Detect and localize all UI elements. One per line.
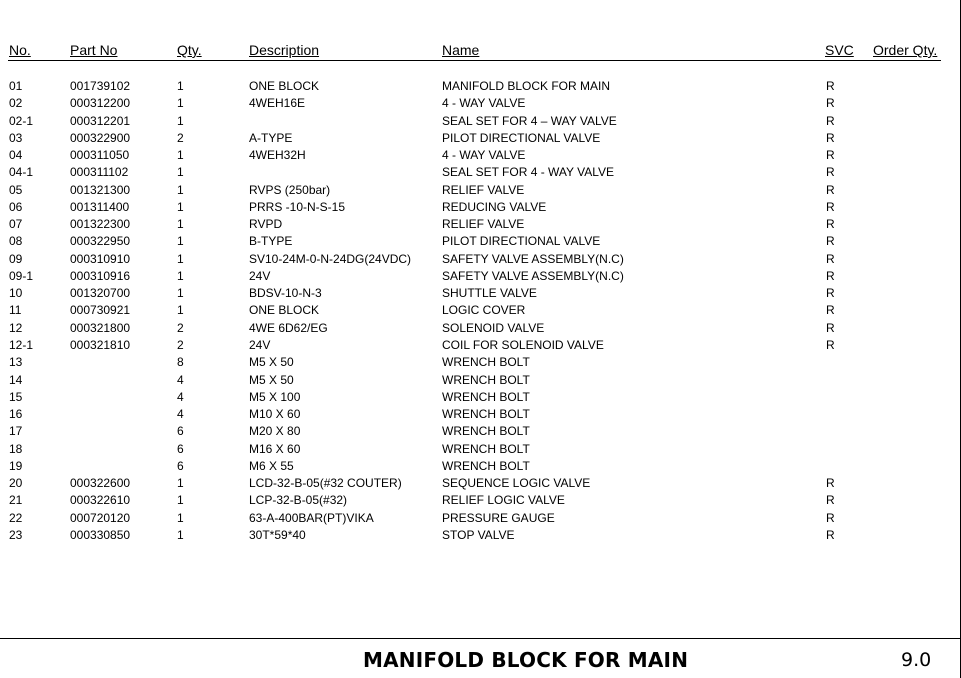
header-description: Description bbox=[249, 42, 320, 58]
cell-no: 01 bbox=[9, 79, 23, 93]
table-row bbox=[0, 320, 961, 337]
cell-description: M5 X 50 bbox=[249, 355, 294, 370]
cell-name: SHUTTLE VALVE bbox=[442, 286, 537, 301]
cell-name: SOLENOID VALVE bbox=[442, 320, 545, 335]
cell-name: STOP VALVE bbox=[442, 527, 515, 542]
cell-no: 12 bbox=[9, 320, 23, 335]
cell-part-no: 000322950 bbox=[70, 234, 131, 249]
cell-part-no: 000321800 bbox=[70, 320, 131, 335]
cell-qty: 8 bbox=[177, 355, 184, 370]
cell-part-no: 000730921 bbox=[70, 303, 131, 318]
table-row bbox=[0, 95, 961, 112]
footer-title: MANIFOLD BLOCK FOR MAIN bbox=[363, 648, 689, 672]
cell-part-no: 001311400 bbox=[70, 199, 130, 214]
table-row bbox=[0, 389, 961, 406]
cell-qty: 1 bbox=[177, 96, 184, 111]
header-no: No. bbox=[9, 42, 31, 58]
header-name: Name bbox=[442, 42, 480, 58]
cell-name: WRENCH BOLT bbox=[442, 441, 530, 456]
cell-part-no: 000311102 bbox=[70, 165, 129, 180]
cell-svc: R bbox=[826, 165, 835, 180]
cell-no: 13 bbox=[9, 355, 23, 370]
cell-part-no: 000312200 bbox=[70, 96, 131, 111]
cell-description: 24V bbox=[249, 268, 271, 283]
cell-part-no: 000322600 bbox=[70, 476, 131, 491]
cell-no: 10 bbox=[9, 286, 23, 301]
cell-no: 22 bbox=[9, 510, 23, 525]
cell-description: 4WE 6D62/EG bbox=[249, 320, 328, 335]
table-row bbox=[0, 216, 961, 233]
cell-no: 04-1 bbox=[9, 165, 34, 180]
cell-svc: R bbox=[826, 510, 835, 525]
table-row bbox=[0, 233, 961, 250]
cell-name: SEQUENCE LOGIC VALVE bbox=[442, 476, 591, 491]
cell-no: 16 bbox=[9, 407, 23, 422]
cell-description: LCD-32-B-05(#32 COUTER) bbox=[249, 476, 402, 491]
cell-part-no: 000311050 bbox=[70, 148, 130, 163]
cell-svc: R bbox=[826, 527, 835, 542]
table-row bbox=[0, 423, 961, 440]
cell-part-no: 001320700 bbox=[70, 286, 131, 301]
cell-qty: 1 bbox=[177, 476, 184, 491]
cell-name: WRENCH BOLT bbox=[442, 372, 530, 387]
cell-qty: 1 bbox=[177, 251, 184, 266]
cell-no: 23 bbox=[9, 527, 23, 542]
table-row bbox=[0, 475, 961, 492]
cell-no: 17 bbox=[9, 424, 23, 439]
table-row bbox=[0, 268, 961, 285]
cell-name: MANIFOLD BLOCK FOR MAIN bbox=[442, 79, 611, 93]
cell-description: SV10-24M-0-N-24DG(24VDC) bbox=[249, 251, 412, 266]
cell-part-no: 000322900 bbox=[70, 130, 131, 145]
cell-qty: 2 bbox=[177, 337, 184, 352]
cell-qty: 1 bbox=[177, 303, 184, 318]
cell-svc: R bbox=[826, 268, 835, 283]
cell-description: RVPD bbox=[249, 217, 283, 232]
cell-name: WRENCH BOLT bbox=[442, 389, 530, 404]
cell-description: M6 X 55 bbox=[249, 458, 294, 473]
cell-no: 05 bbox=[9, 182, 23, 197]
cell-name: SEAL SET FOR 4 – WAY VALVE bbox=[442, 113, 617, 128]
cell-description: BDSV-10-N-3 bbox=[249, 286, 322, 301]
cell-no: 20 bbox=[9, 476, 23, 491]
cell-description: 63-A-400BAR(PT)VIKA bbox=[249, 510, 374, 525]
cell-name: SAFETY VALVE ASSEMBLY(N.C) bbox=[442, 268, 624, 283]
cell-no: 11 bbox=[9, 303, 22, 318]
cell-name: RELIEF LOGIC VALVE bbox=[442, 493, 565, 508]
cell-no: 02 bbox=[9, 96, 23, 111]
cell-part-no: 000310910 bbox=[70, 251, 131, 266]
table-row bbox=[0, 510, 961, 527]
cell-name: REDUCING VALVE bbox=[442, 199, 547, 214]
cell-qty: 1 bbox=[177, 217, 184, 232]
cell-name: WRENCH BOLT bbox=[442, 407, 530, 422]
table-row bbox=[0, 251, 961, 268]
table-row bbox=[0, 527, 961, 544]
cell-description: PRRS -10-N-S-15 bbox=[249, 199, 346, 214]
cell-qty: 1 bbox=[177, 165, 184, 180]
cell-name: COIL FOR SOLENOID VALVE bbox=[442, 337, 604, 352]
table-row bbox=[0, 113, 961, 130]
header-qty: Qty. bbox=[177, 42, 202, 58]
cell-qty: 1 bbox=[177, 286, 184, 301]
cell-description: M16 X 60 bbox=[249, 441, 301, 456]
cell-svc: R bbox=[826, 148, 835, 163]
cell-description: M20 X 80 bbox=[249, 424, 301, 439]
header-order-qty: Order Qty. bbox=[873, 42, 938, 58]
cell-name: RELIEF VALVE bbox=[442, 217, 525, 232]
cell-no: 07 bbox=[9, 217, 23, 232]
cell-no: 18 bbox=[9, 441, 23, 456]
cell-svc: R bbox=[826, 96, 835, 111]
header-divider bbox=[8, 60, 941, 61]
cell-svc: R bbox=[826, 234, 835, 249]
cell-qty: 2 bbox=[177, 130, 184, 145]
cell-name: WRENCH BOLT bbox=[442, 355, 530, 370]
cell-part-no: 000330850 bbox=[70, 527, 131, 542]
cell-qty: 6 bbox=[177, 458, 184, 473]
cell-no: 12-1 bbox=[9, 337, 34, 352]
table-row bbox=[0, 302, 961, 319]
cell-description: ONE BLOCK bbox=[249, 303, 320, 318]
cell-qty: 1 bbox=[177, 182, 184, 197]
cell-description: B-TYPE bbox=[249, 234, 293, 249]
cell-name: 4 - WAY VALVE bbox=[442, 96, 526, 111]
cell-description: 4WEH16E bbox=[249, 96, 306, 111]
table-row bbox=[0, 354, 961, 371]
table-row bbox=[0, 164, 961, 181]
cell-svc: R bbox=[826, 337, 835, 352]
cell-description: M10 X 60 bbox=[249, 407, 301, 422]
table-row bbox=[0, 441, 961, 458]
footer-divider bbox=[0, 638, 961, 639]
cell-svc: R bbox=[826, 217, 835, 232]
cell-svc: R bbox=[826, 493, 835, 508]
cell-no: 04 bbox=[9, 148, 23, 163]
cell-name: PILOT DIRECTIONAL VALVE bbox=[442, 130, 601, 145]
cell-name: RELIEF VALVE bbox=[442, 182, 525, 197]
cell-no: 06 bbox=[9, 199, 23, 214]
cell-part-no: 000310916 bbox=[70, 268, 131, 283]
cell-part-no: 001322300 bbox=[70, 217, 131, 232]
cell-description: M5 X 50 bbox=[249, 372, 294, 387]
cell-svc: R bbox=[826, 79, 835, 93]
cell-description: ONE BLOCK bbox=[249, 79, 320, 93]
table-row bbox=[0, 199, 961, 216]
page-number: 9.0 bbox=[901, 649, 932, 671]
cell-qty: 1 bbox=[177, 79, 184, 93]
cell-qty: 1 bbox=[177, 493, 184, 508]
cell-no: 02-1 bbox=[9, 113, 34, 128]
cell-no: 15 bbox=[9, 389, 23, 404]
cell-svc: R bbox=[826, 199, 835, 214]
cell-qty: 6 bbox=[177, 424, 184, 439]
cell-name: 4 - WAY VALVE bbox=[442, 148, 526, 163]
cell-no: 09-1 bbox=[9, 268, 34, 283]
cell-description: RVPS (250bar) bbox=[249, 182, 331, 197]
table-row bbox=[0, 372, 961, 389]
cell-description: M5 X 100 bbox=[249, 389, 301, 404]
cell-description: 24V bbox=[249, 337, 271, 352]
table-row bbox=[0, 458, 961, 475]
cell-description: 4WEH32H bbox=[249, 148, 306, 163]
cell-no: 03 bbox=[9, 130, 23, 145]
cell-svc: R bbox=[826, 113, 835, 128]
table-row bbox=[0, 147, 961, 164]
cell-qty: 4 bbox=[177, 407, 184, 422]
cell-no: 19 bbox=[9, 458, 23, 473]
cell-qty: 1 bbox=[177, 148, 184, 163]
cell-name: WRENCH BOLT bbox=[442, 458, 530, 473]
header-svc: SVC bbox=[825, 42, 854, 58]
cell-part-no: 000322610 bbox=[70, 493, 131, 508]
cell-svc: R bbox=[826, 130, 835, 145]
table-row bbox=[0, 78, 961, 95]
cell-part-no: 000321810 bbox=[70, 337, 131, 352]
cell-part-no: 000312201 bbox=[70, 113, 131, 128]
cell-description: LCP-32-B-05(#32) bbox=[249, 493, 348, 508]
cell-svc: R bbox=[826, 320, 835, 335]
cell-qty: 1 bbox=[177, 113, 184, 128]
cell-name: PRESSURE GAUGE bbox=[442, 510, 555, 525]
cell-qty: 2 bbox=[177, 320, 184, 335]
table-row bbox=[0, 182, 961, 199]
cell-no: 21 bbox=[9, 493, 23, 508]
cell-no: 14 bbox=[9, 372, 23, 387]
cell-no: 08 bbox=[9, 234, 23, 249]
cell-svc: R bbox=[826, 286, 835, 301]
cell-qty: 1 bbox=[177, 199, 184, 214]
cell-description: 30T*59*40 bbox=[249, 527, 306, 542]
cell-description: A-TYPE bbox=[249, 130, 293, 145]
cell-svc: R bbox=[826, 303, 835, 318]
cell-name: PILOT DIRECTIONAL VALVE bbox=[442, 234, 601, 249]
cell-name: SEAL SET FOR 4 - WAY VALVE bbox=[442, 165, 615, 180]
table-row bbox=[0, 337, 961, 354]
cell-svc: R bbox=[826, 251, 835, 266]
cell-qty: 6 bbox=[177, 441, 184, 456]
table-row bbox=[0, 285, 961, 302]
cell-name: LOGIC COVER bbox=[442, 303, 526, 318]
table-row bbox=[0, 492, 961, 509]
cell-part-no: 000720120 bbox=[70, 510, 131, 525]
cell-name: WRENCH BOLT bbox=[442, 424, 530, 439]
table-row bbox=[0, 406, 961, 423]
cell-qty: 1 bbox=[177, 234, 184, 249]
cell-no: 09 bbox=[9, 251, 23, 266]
cell-svc: R bbox=[826, 476, 835, 491]
cell-part-no: 001739102 bbox=[70, 79, 131, 93]
cell-qty: 1 bbox=[177, 268, 184, 283]
cell-part-no: 001321300 bbox=[70, 182, 131, 197]
cell-qty: 1 bbox=[177, 510, 184, 525]
cell-qty: 1 bbox=[177, 527, 184, 542]
header-part-no: Part No bbox=[70, 42, 118, 58]
table-row bbox=[0, 130, 961, 147]
cell-qty: 4 bbox=[177, 372, 184, 387]
cell-name: SAFETY VALVE ASSEMBLY(N.C) bbox=[442, 251, 624, 266]
cell-svc: R bbox=[826, 182, 835, 197]
cell-qty: 4 bbox=[177, 389, 184, 404]
parts-table-body bbox=[0, 78, 961, 544]
